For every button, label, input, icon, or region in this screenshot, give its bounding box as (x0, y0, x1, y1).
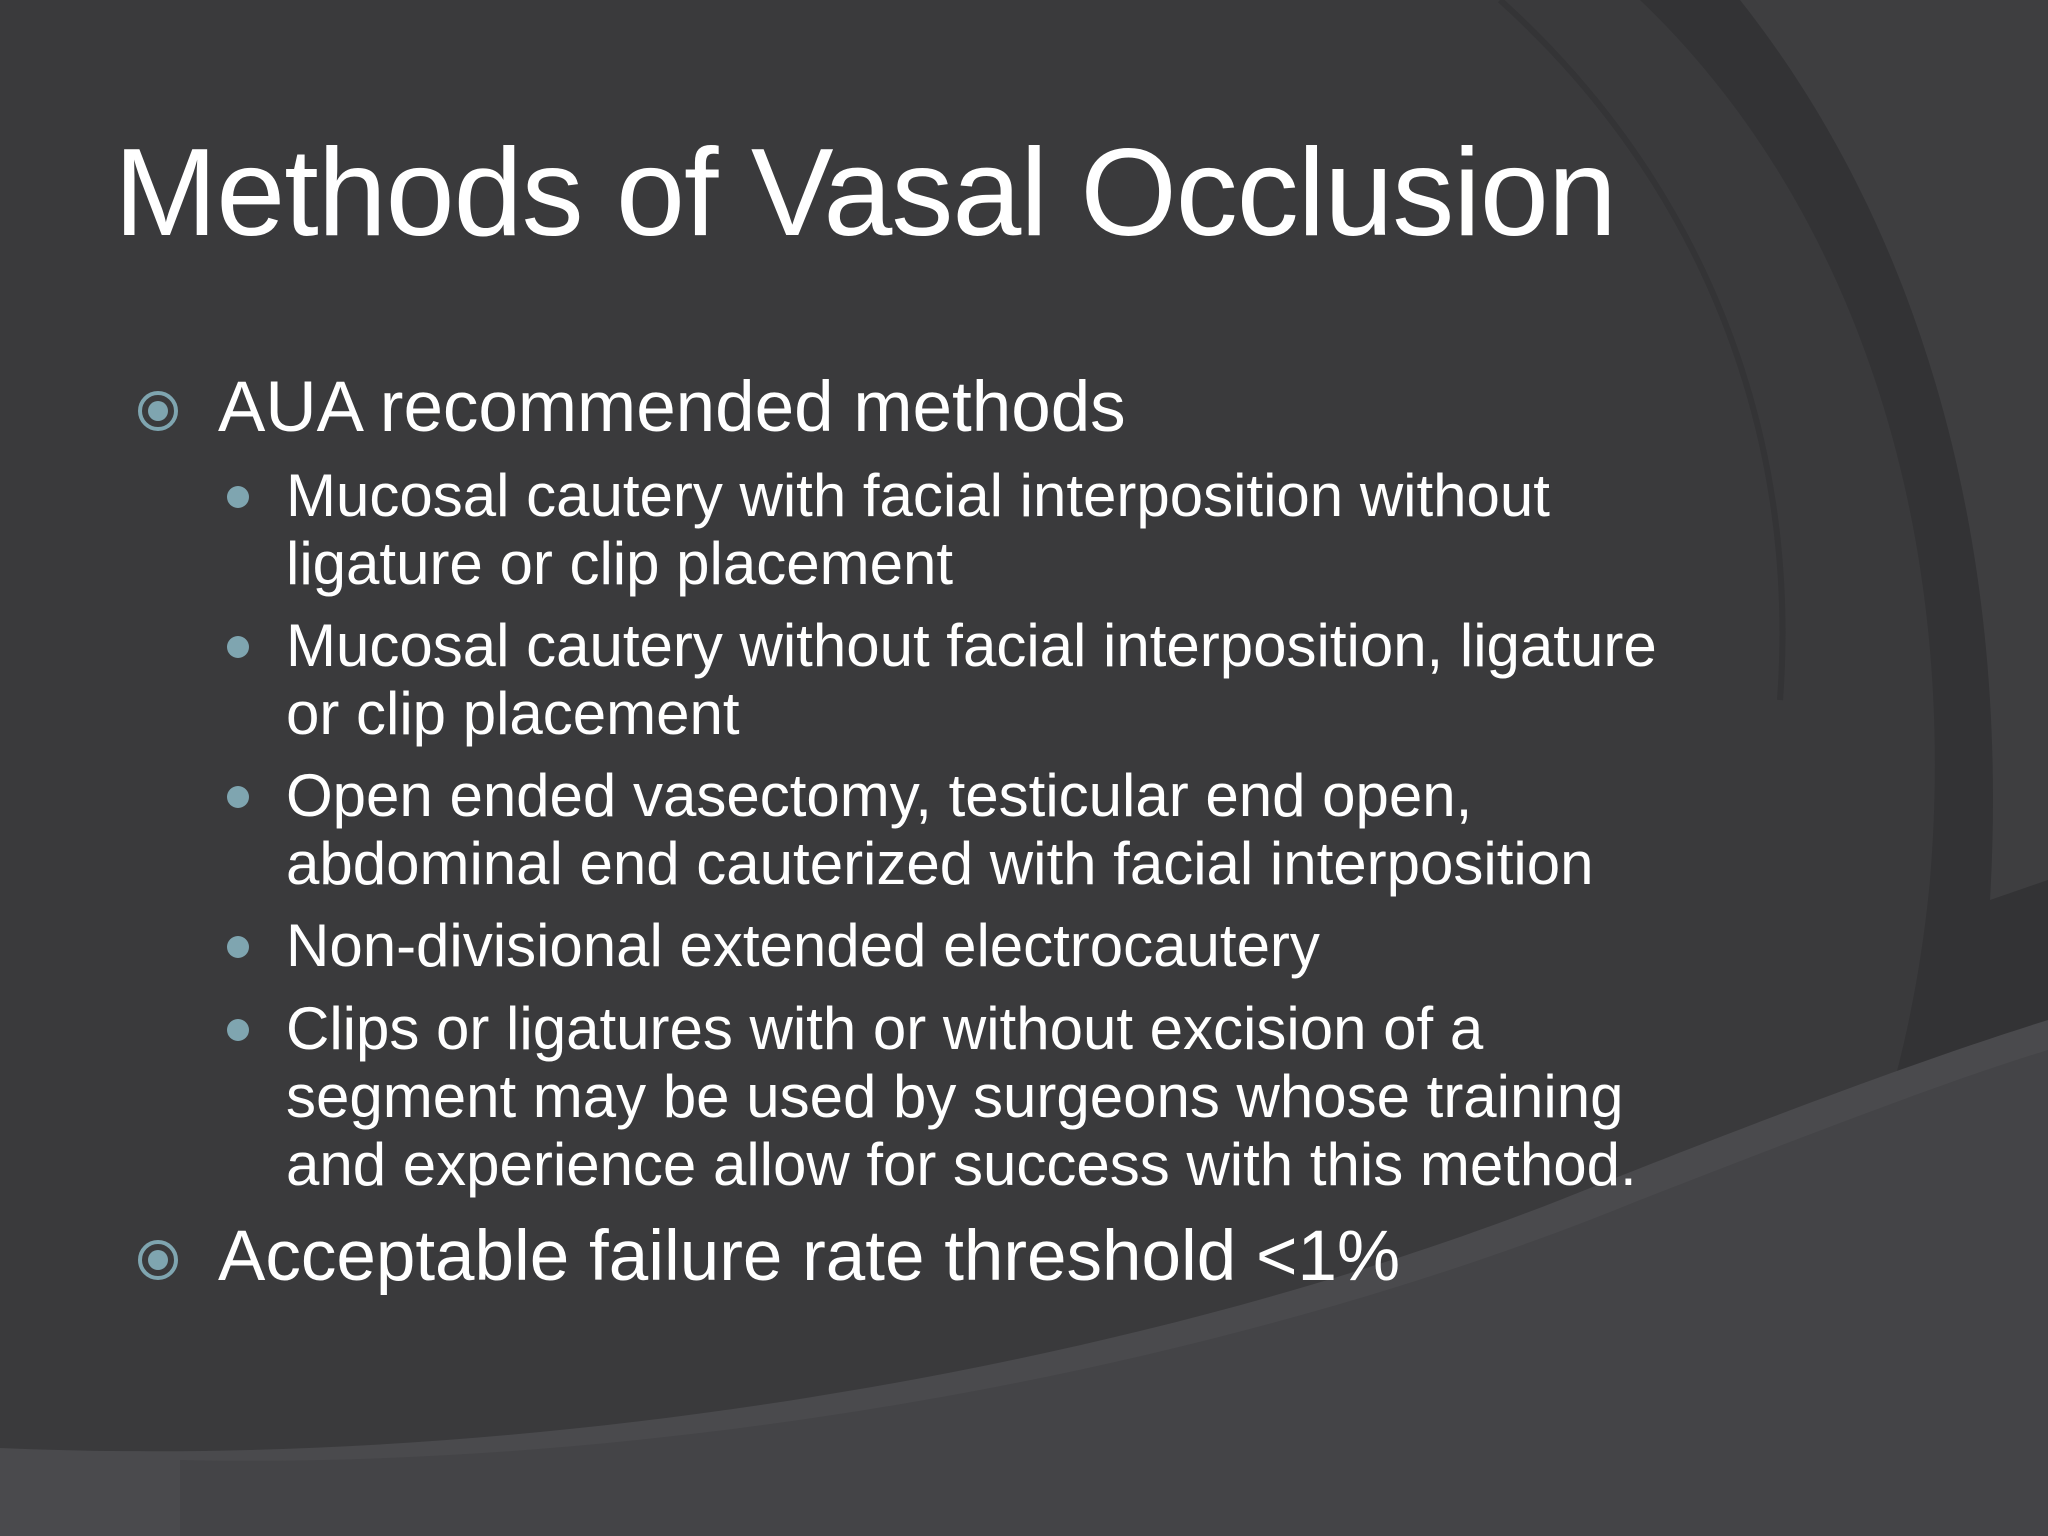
dot-bullet-icon (227, 786, 249, 808)
dot-bullet-icon (227, 486, 249, 508)
level2-item-5-line3: and experience allow for success with this method. (286, 1131, 1637, 1198)
level2-item-1-line1: Mucosal cautery with facial interposition without (286, 462, 1550, 529)
target-circle-icon (136, 389, 180, 433)
slide-title: Methods of Vasal Occlusion (114, 124, 1616, 262)
dot-bullet-icon (227, 936, 249, 958)
level1-item-failure-rate: Acceptable failure rate threshold <1% (218, 1217, 1401, 1296)
level1-item-aua: AUA recommended methods (218, 368, 1126, 447)
level2-item-3-line2: abdominal end cauterized with facial interposition (286, 830, 1594, 897)
level2-item-5-line2: segment may be used by surgeons whose training (286, 1063, 1624, 1130)
level2-item-3 (286, 762, 1756, 898)
level2-item-1-line2: ligature or clip placement (286, 530, 954, 597)
dot-bullet-icon (227, 636, 249, 658)
level2-item-1 (286, 462, 1756, 598)
level2-item-4 (286, 912, 1756, 980)
target-circle-icon (136, 1238, 180, 1282)
level2-item-2-line1: Mucosal cautery without facial interposition, ligature (286, 612, 1657, 679)
level2-item-3-line1: Open ended vasectomy, testicular end open, (286, 762, 1473, 829)
dot-bullet-icon (227, 1019, 249, 1041)
level2-item-4-line1: Non-divisional extended electrocautery (286, 912, 1320, 979)
level2-item-2 (286, 612, 1756, 748)
level2-item-5 (286, 995, 1756, 1199)
level2-item-5-line1: Clips or ligatures with or without excision of a (286, 995, 1484, 1062)
level2-item-2-line2: or clip placement (286, 680, 740, 747)
